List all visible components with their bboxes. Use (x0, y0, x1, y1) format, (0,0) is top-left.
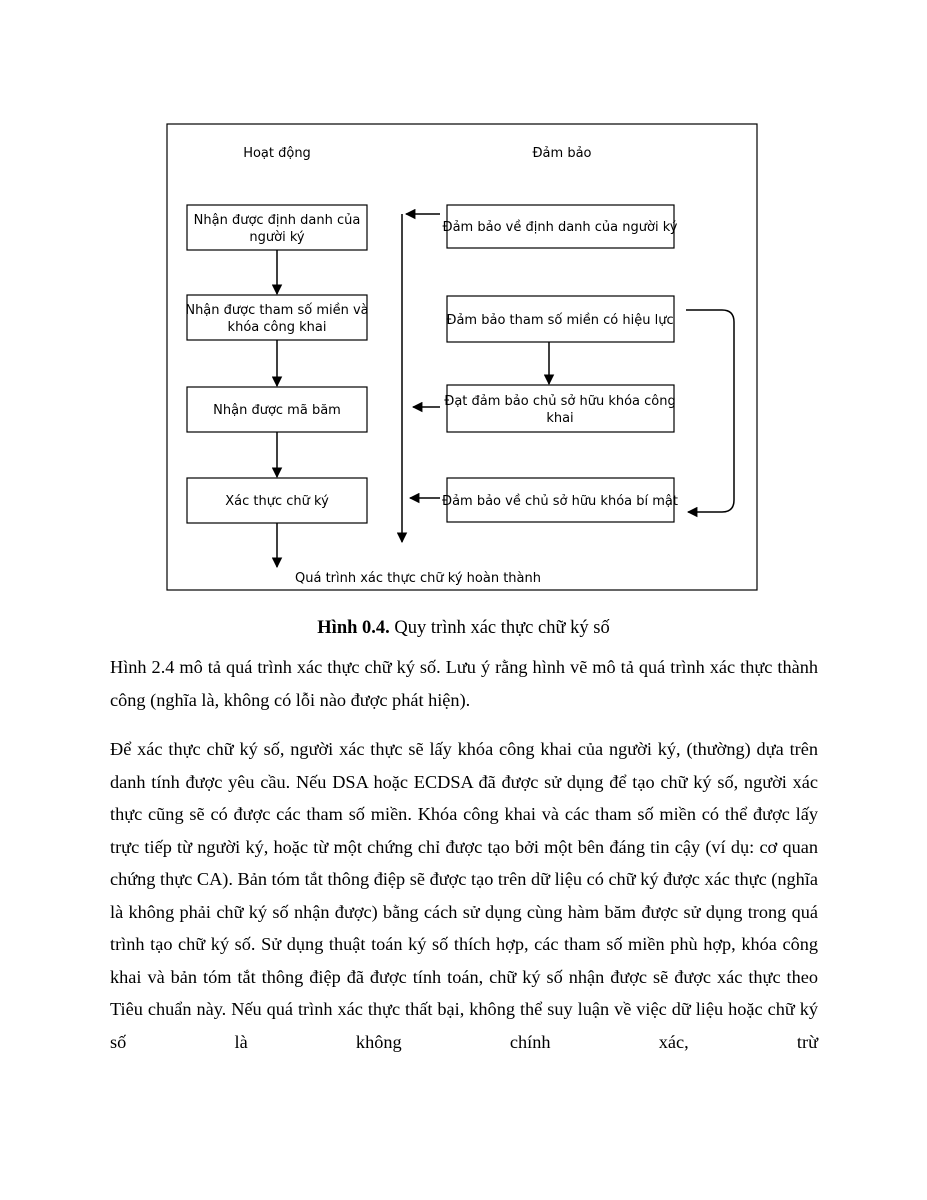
right-box-public-key-ownership-line2: khai (546, 411, 574, 426)
figure-caption-text: Quy trình xác thực chữ ký số (389, 618, 610, 638)
completion-label: Quá trình xác thực chữ ký hoàn thành (295, 571, 541, 586)
left-box-obtain-identity-line1: Nhận được định danh của (193, 213, 361, 228)
left-box-obtain-identity-line2: người ký (249, 230, 305, 245)
column-title-assurances: Đảm bảo (532, 146, 592, 161)
left-box-obtain-domain-params-line2: khóa công khai (227, 320, 327, 335)
paragraph-intro: Hình 2.4 mô tả quá trình xác thực chữ ký số. Lưu ý rằng hình vẽ mô tả quá trình xác thực thành công (nghĩa là, không có lỗi nào được phát hiện). (110, 657, 818, 710)
figure-caption (0, 618, 927, 639)
paragraph-verification-process: Để xác thực chữ ký số, người xác thực sẽ lấy khóa công khai của người ký, (thường) dựa trên danh tính được yêu cầu. Nếu DSA hoặc ECDSA đã được sử dụng để tạo chữ ký số, người xác thực cũng sẽ có được các tham số miền. Khóa công khai và các tham số miền có thể được lấy trực tiếp từ người ký, hoặc từ một chứng chỉ được tạo bởi một bên đáng tin cậy (ví dụ: cơ quan chứng thực CA). Bản tóm tắt thông điệp sẽ được tạo trên dữ liệu có chữ ký được xác thực (nghĩa là không phải chữ ký số nhận được) bằng cách sử dụng cùng hàm băm được sử dụng trong quá trình tạo chữ ký số. Sử dụng thuật toán ký số thích hợp, các tham số miền phù hợp, khóa công khai và bản tóm tắt thông điệp đã được tính toán, chữ ký số nhận được sẽ được xác thực theo Tiêu chuẩn này. Nếu quá trình xác thực thất bại, không thể suy luận về việc dữ liệu hoặc chữ ký số là không chính xác, trừ (110, 739, 818, 1052)
left-box-obtain-hash-label: Nhận được mã băm (213, 403, 341, 418)
column-title-activities: Hoạt động (243, 146, 311, 161)
figure-caption-label: Hình 0.4. (317, 618, 390, 638)
left-box-obtain-domain-params-line1: Nhận được tham số miền và (185, 303, 369, 318)
left-box-verify-signature-label: Xác thực chữ ký (225, 494, 329, 509)
right-box-public-key-ownership-line1: Đạt đảm bảo chủ sở hữu khóa công (444, 394, 676, 409)
right-box-private-key-ownership-label: Đảm bảo về chủ sở hữu khóa bí mật (442, 494, 678, 509)
right-box-identity-assurance-label: Đảm bảo về định danh của người ký (442, 220, 678, 235)
right-box-domain-validity-label: Đảm bảo tham số miền có hiệu lực (446, 313, 674, 328)
